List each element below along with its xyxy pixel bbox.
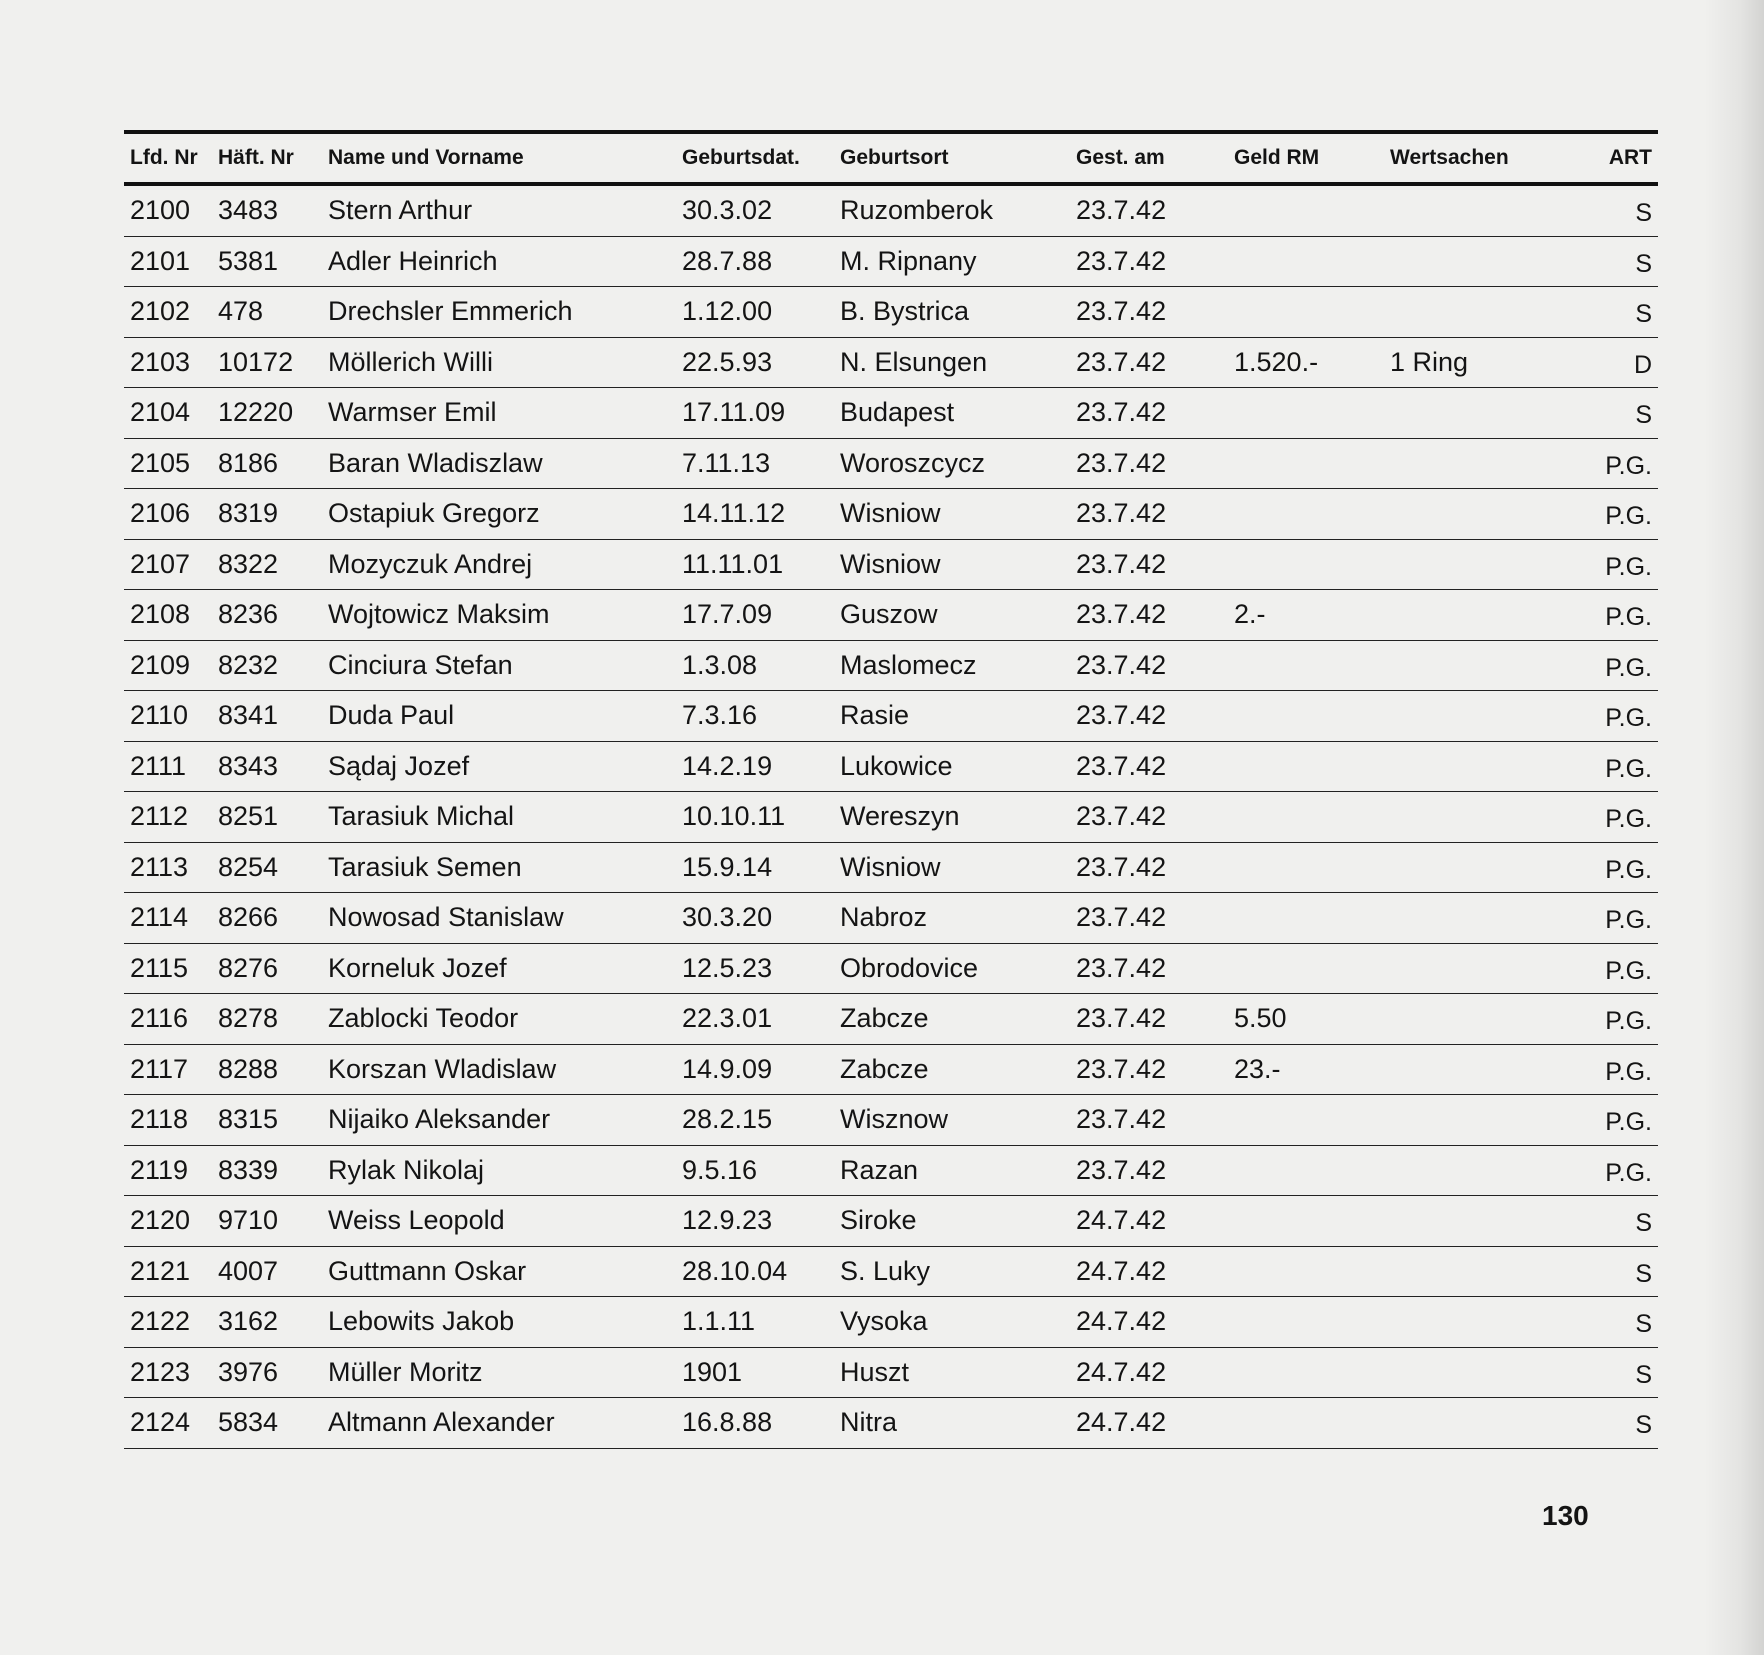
cell-gest-am: 23.7.42 — [1076, 952, 1167, 983]
cell-name: Wojtowicz Maksim — [328, 599, 550, 630]
cell-geburtsort: Wisznow — [840, 1104, 949, 1135]
table-row — [124, 287, 1658, 338]
cell-geld-rm: 1.520.- — [1234, 346, 1319, 377]
cell-wertsachen: 1 Ring — [1390, 346, 1469, 377]
cell-geburtsdat: 15.9.14 — [682, 851, 773, 882]
cell-haeft-nr: 8254 — [218, 851, 279, 882]
cell-lfd-nr: 2111 — [130, 750, 187, 781]
table-header-row — [124, 134, 1658, 186]
cell-geburtsort: Zabcze — [840, 1053, 929, 1084]
cell-gest-am: 23.7.42 — [1076, 1003, 1167, 1034]
cell-geburtsdat: 1.1.11 — [682, 1306, 756, 1337]
cell-geburtsdat: 28.7.88 — [682, 245, 773, 276]
cell-geburtsort: B. Bystrica — [840, 296, 970, 327]
cell-lfd-nr: 2103 — [130, 346, 191, 377]
cell-lfd-nr: 2118 — [130, 1104, 189, 1135]
cell-geburtsdat: 10.10.11 — [682, 801, 786, 832]
cell-name: Tarasiuk Michal — [328, 801, 515, 832]
table-row — [124, 843, 1658, 894]
cell-geburtsort: Wisniow — [840, 498, 941, 529]
cell-haeft-nr: 8186 — [218, 447, 279, 478]
cell-haeft-nr: 8232 — [218, 649, 279, 680]
cell-lfd-nr: 2112 — [130, 801, 189, 832]
header-gest-am: Gest. am — [1076, 146, 1165, 169]
table-row — [124, 641, 1658, 692]
cell-gest-am: 23.7.42 — [1076, 397, 1167, 428]
cell-art: P.G. — [1605, 1057, 1652, 1086]
cell-geld-rm: 5.50 — [1234, 1003, 1287, 1034]
cell-art: P.G. — [1605, 805, 1652, 834]
cell-haeft-nr: 8322 — [218, 548, 279, 579]
cell-name: Drechsler Emmerich — [328, 296, 573, 327]
cell-name: Stern Arthur — [328, 195, 473, 226]
cell-geburtsdat: 30.3.02 — [682, 195, 773, 226]
cell-haeft-nr: 8236 — [218, 599, 279, 630]
cell-geburtsdat: 30.3.20 — [682, 902, 773, 933]
cell-haeft-nr: 12220 — [218, 397, 294, 428]
cell-gest-am: 23.7.42 — [1076, 851, 1167, 882]
cell-gest-am: 23.7.42 — [1076, 750, 1167, 781]
table-row — [124, 1348, 1658, 1399]
cell-geburtsdat: 12.9.23 — [682, 1205, 773, 1236]
cell-art: P.G. — [1605, 754, 1652, 783]
cell-haeft-nr: 8278 — [218, 1003, 279, 1034]
cell-geburtsdat: 14.11.12 — [682, 498, 786, 529]
cell-name: Müller Moritz — [328, 1356, 483, 1387]
cell-gest-am: 24.7.42 — [1076, 1255, 1167, 1286]
cell-geburtsort: Wisniow — [840, 548, 941, 579]
cell-geburtsdat: 28.10.04 — [682, 1255, 788, 1286]
cell-gest-am: 23.7.42 — [1076, 1053, 1167, 1084]
page-edge-shadow — [1704, 0, 1764, 1655]
cell-haeft-nr: 10172 — [218, 346, 294, 377]
cell-art: S — [1635, 249, 1652, 278]
cell-name: Zablocki Teodor — [328, 1003, 519, 1034]
header-wertsachen: Wertsachen — [1390, 146, 1509, 169]
cell-lfd-nr: 2100 — [130, 195, 191, 226]
cell-name: Nijaiko Aleksander — [328, 1104, 551, 1135]
cell-name: Ostapiuk Gregorz — [328, 498, 540, 529]
cell-art: P.G. — [1605, 502, 1652, 531]
cell-haeft-nr: 8339 — [218, 1154, 279, 1185]
header-geburtsort: Geburtsort — [840, 146, 949, 169]
cell-geburtsort: N. Elsungen — [840, 346, 988, 377]
cell-gest-am: 23.7.42 — [1076, 801, 1167, 832]
cell-gest-am: 23.7.42 — [1076, 649, 1167, 680]
cell-gest-am: 23.7.42 — [1076, 1104, 1167, 1135]
cell-lfd-nr: 2101 — [130, 245, 191, 276]
table-row — [124, 388, 1658, 439]
cell-geld-rm: 23.- — [1234, 1053, 1281, 1084]
table-row — [124, 1398, 1658, 1449]
header-haeft-nr: Häft. Nr — [218, 146, 294, 169]
header-geburtsdat: Geburtsdat. — [682, 146, 800, 169]
cell-name: Rylak Nikolaj — [328, 1154, 485, 1185]
cell-gest-am: 24.7.42 — [1076, 1205, 1167, 1236]
cell-geburtsort: Zabcze — [840, 1003, 929, 1034]
cell-gest-am: 23.7.42 — [1076, 700, 1167, 731]
cell-lfd-nr: 2114 — [130, 902, 189, 933]
table-row — [124, 1045, 1658, 1096]
cell-haeft-nr: 8266 — [218, 902, 279, 933]
cell-art: P.G. — [1605, 603, 1652, 632]
cell-haeft-nr: 8276 — [218, 952, 279, 983]
cell-name: Sądaj Jozef — [328, 750, 470, 781]
cell-gest-am: 24.7.42 — [1076, 1306, 1167, 1337]
header-art: ART — [1608, 146, 1652, 169]
cell-name: Baran Wladiszlaw — [328, 447, 543, 478]
cell-lfd-nr: 2116 — [130, 1003, 189, 1034]
cell-lfd-nr: 2120 — [130, 1205, 191, 1236]
cell-geburtsort: Lukowice — [840, 750, 953, 781]
cell-geburtsort: Huszt — [840, 1356, 910, 1387]
cell-haeft-nr: 8251 — [218, 801, 279, 832]
cell-geburtsort: Woroszcycz — [840, 447, 986, 478]
cell-gest-am: 23.7.42 — [1076, 245, 1167, 276]
cell-geburtsdat: 17.11.09 — [682, 397, 786, 428]
cell-geburtsort: Wereszyn — [840, 801, 960, 832]
cell-haeft-nr: 4007 — [218, 1255, 279, 1286]
cell-art: P.G. — [1605, 451, 1652, 480]
cell-geburtsort: Wisniow — [840, 851, 941, 882]
cell-lfd-nr: 2110 — [130, 700, 189, 731]
cell-haeft-nr: 8288 — [218, 1053, 279, 1084]
cell-name: Möllerich Willi — [328, 346, 494, 377]
table-row — [124, 1196, 1658, 1247]
cell-lfd-nr: 2121 — [130, 1255, 191, 1286]
cell-geburtsort: Guszow — [840, 599, 938, 630]
cell-geburtsort: Ruzomberok — [840, 195, 994, 226]
cell-art: S — [1635, 1360, 1652, 1389]
cell-geburtsdat: 22.3.01 — [682, 1003, 773, 1034]
table-row — [124, 1146, 1658, 1197]
cell-name: Duda Paul — [328, 700, 455, 731]
cell-name: Adler Heinrich — [328, 245, 498, 276]
cell-name: Guttmann Oskar — [328, 1255, 527, 1286]
cell-geburtsdat: 16.8.88 — [682, 1407, 773, 1438]
cell-gest-am: 23.7.42 — [1076, 346, 1167, 377]
cell-haeft-nr: 9710 — [218, 1205, 279, 1236]
table-row — [124, 691, 1658, 742]
cell-name: Mozyczuk Andrej — [328, 548, 533, 579]
table-row — [124, 338, 1658, 389]
cell-haeft-nr: 8319 — [218, 498, 279, 529]
cell-geburtsdat: 1.3.08 — [682, 649, 758, 680]
ledger-table — [124, 130, 1658, 1449]
cell-gest-am: 23.7.42 — [1076, 902, 1167, 933]
cell-geburtsdat: 22.5.93 — [682, 346, 773, 377]
cell-geburtsdat: 17.7.09 — [682, 599, 773, 630]
cell-name: Korneluk Jozef — [328, 952, 507, 983]
cell-art: P.G. — [1605, 906, 1652, 935]
cell-haeft-nr: 3162 — [218, 1306, 279, 1337]
cell-geburtsdat: 14.9.09 — [682, 1053, 773, 1084]
cell-geburtsort: Razan — [840, 1154, 919, 1185]
table-row — [124, 1297, 1658, 1348]
cell-geburtsort: Nabroz — [840, 902, 928, 933]
cell-gest-am: 23.7.42 — [1076, 195, 1167, 226]
cell-geburtsort: Vysoka — [840, 1306, 928, 1337]
table-row — [124, 590, 1658, 641]
cell-geburtsdat: 7.3.16 — [682, 700, 758, 731]
cell-lfd-nr: 2107 — [130, 548, 191, 579]
cell-haeft-nr: 5834 — [218, 1407, 279, 1438]
cell-geburtsort: Nitra — [840, 1407, 898, 1438]
table-row — [124, 994, 1658, 1045]
header-lfd-nr: Lfd. Nr — [130, 146, 198, 169]
table-row — [124, 944, 1658, 995]
cell-geburtsort: Obrodovice — [840, 952, 979, 983]
table-row — [124, 1247, 1658, 1298]
cell-gest-am: 24.7.42 — [1076, 1356, 1167, 1387]
cell-gest-am: 23.7.42 — [1076, 599, 1167, 630]
cell-name: Altmann Alexander — [328, 1407, 555, 1438]
table-row — [124, 439, 1658, 490]
cell-art: S — [1635, 300, 1652, 329]
cell-name: Cinciura Stefan — [328, 649, 513, 680]
cell-art: P.G. — [1605, 704, 1652, 733]
cell-art: S — [1635, 1259, 1652, 1288]
cell-art: P.G. — [1605, 1007, 1652, 1036]
cell-art: S — [1635, 1310, 1652, 1339]
table-row — [124, 186, 1658, 237]
cell-geburtsort: M. Ripnany — [840, 245, 977, 276]
cell-gest-am: 23.7.42 — [1076, 296, 1167, 327]
table-row — [124, 742, 1658, 793]
cell-haeft-nr: 3976 — [218, 1356, 279, 1387]
cell-art: P.G. — [1605, 1158, 1652, 1187]
cell-haeft-nr: 5381 — [218, 245, 279, 276]
page-number: 130 — [1542, 1500, 1589, 1531]
cell-art: P.G. — [1605, 552, 1652, 581]
cell-lfd-nr: 2102 — [130, 296, 191, 327]
cell-haeft-nr: 3483 — [218, 195, 279, 226]
cell-haeft-nr: 8343 — [218, 750, 279, 781]
table-row — [124, 540, 1658, 591]
cell-art: S — [1635, 401, 1652, 430]
cell-lfd-nr: 2117 — [130, 1053, 189, 1084]
cell-geburtsdat: 9.5.16 — [682, 1154, 758, 1185]
cell-lfd-nr: 2122 — [130, 1306, 191, 1337]
cell-geburtsdat: 12.5.23 — [682, 952, 773, 983]
cell-lfd-nr: 2105 — [130, 447, 191, 478]
cell-name: Nowosad Stanislaw — [328, 902, 564, 933]
cell-geburtsort: Siroke — [840, 1205, 917, 1236]
cell-gest-am: 23.7.42 — [1076, 498, 1167, 529]
cell-lfd-nr: 2108 — [130, 599, 191, 630]
cell-lfd-nr: 2115 — [130, 952, 189, 983]
cell-name: Weiss Leopold — [328, 1205, 505, 1236]
cell-art: S — [1635, 1209, 1652, 1238]
cell-art: S — [1635, 199, 1652, 228]
cell-lfd-nr: 2119 — [130, 1154, 189, 1185]
cell-lfd-nr: 2113 — [130, 851, 189, 882]
header-name: Name und Vorname — [328, 146, 524, 169]
cell-gest-am: 23.7.42 — [1076, 1154, 1167, 1185]
cell-geburtsort: Budapest — [840, 397, 955, 428]
cell-art: D — [1633, 350, 1652, 379]
cell-geburtsort: Maslomecz — [840, 649, 977, 680]
cell-art: P.G. — [1605, 1108, 1652, 1137]
table-row — [124, 237, 1658, 288]
cell-geld-rm: 2.- — [1234, 599, 1266, 630]
cell-name: Tarasiuk Semen — [328, 851, 522, 882]
cell-haeft-nr: 8315 — [218, 1104, 279, 1135]
cell-geburtsdat: 14.2.19 — [682, 750, 773, 781]
cell-lfd-nr: 2104 — [130, 397, 191, 428]
table-row — [124, 792, 1658, 843]
cell-name: Warmser Emil — [328, 397, 497, 428]
table-row — [124, 489, 1658, 540]
cell-haeft-nr: 478 — [218, 296, 264, 327]
cell-lfd-nr: 2124 — [130, 1407, 191, 1438]
cell-art: P.G. — [1605, 653, 1652, 682]
cell-gest-am: 23.7.42 — [1076, 447, 1167, 478]
cell-lfd-nr: 2109 — [130, 649, 191, 680]
cell-name: Korszan Wladislaw — [328, 1053, 557, 1084]
cell-geburtsdat: 28.2.15 — [682, 1104, 773, 1135]
cell-gest-am: 24.7.42 — [1076, 1407, 1167, 1438]
header-geld-rm: Geld RM — [1234, 146, 1320, 169]
table-row — [124, 1095, 1658, 1146]
cell-art: P.G. — [1605, 855, 1652, 884]
cell-art: P.G. — [1605, 956, 1652, 985]
cell-lfd-nr: 2106 — [130, 498, 191, 529]
cell-haeft-nr: 8341 — [218, 700, 279, 731]
cell-gest-am: 23.7.42 — [1076, 548, 1167, 579]
cell-geburtsdat: 11.11.01 — [682, 548, 784, 579]
cell-geburtsdat: 7.11.13 — [682, 447, 771, 478]
table-row — [124, 893, 1658, 944]
cell-lfd-nr: 2123 — [130, 1356, 191, 1387]
cell-art: S — [1635, 1411, 1652, 1440]
cell-geburtsdat: 1901 — [682, 1356, 743, 1387]
cell-geburtsort: Rasie — [840, 700, 910, 731]
cell-geburtsort: S. Luky — [840, 1255, 931, 1286]
cell-geburtsdat: 1.12.00 — [682, 296, 773, 327]
cell-name: Lebowits Jakob — [328, 1306, 515, 1337]
